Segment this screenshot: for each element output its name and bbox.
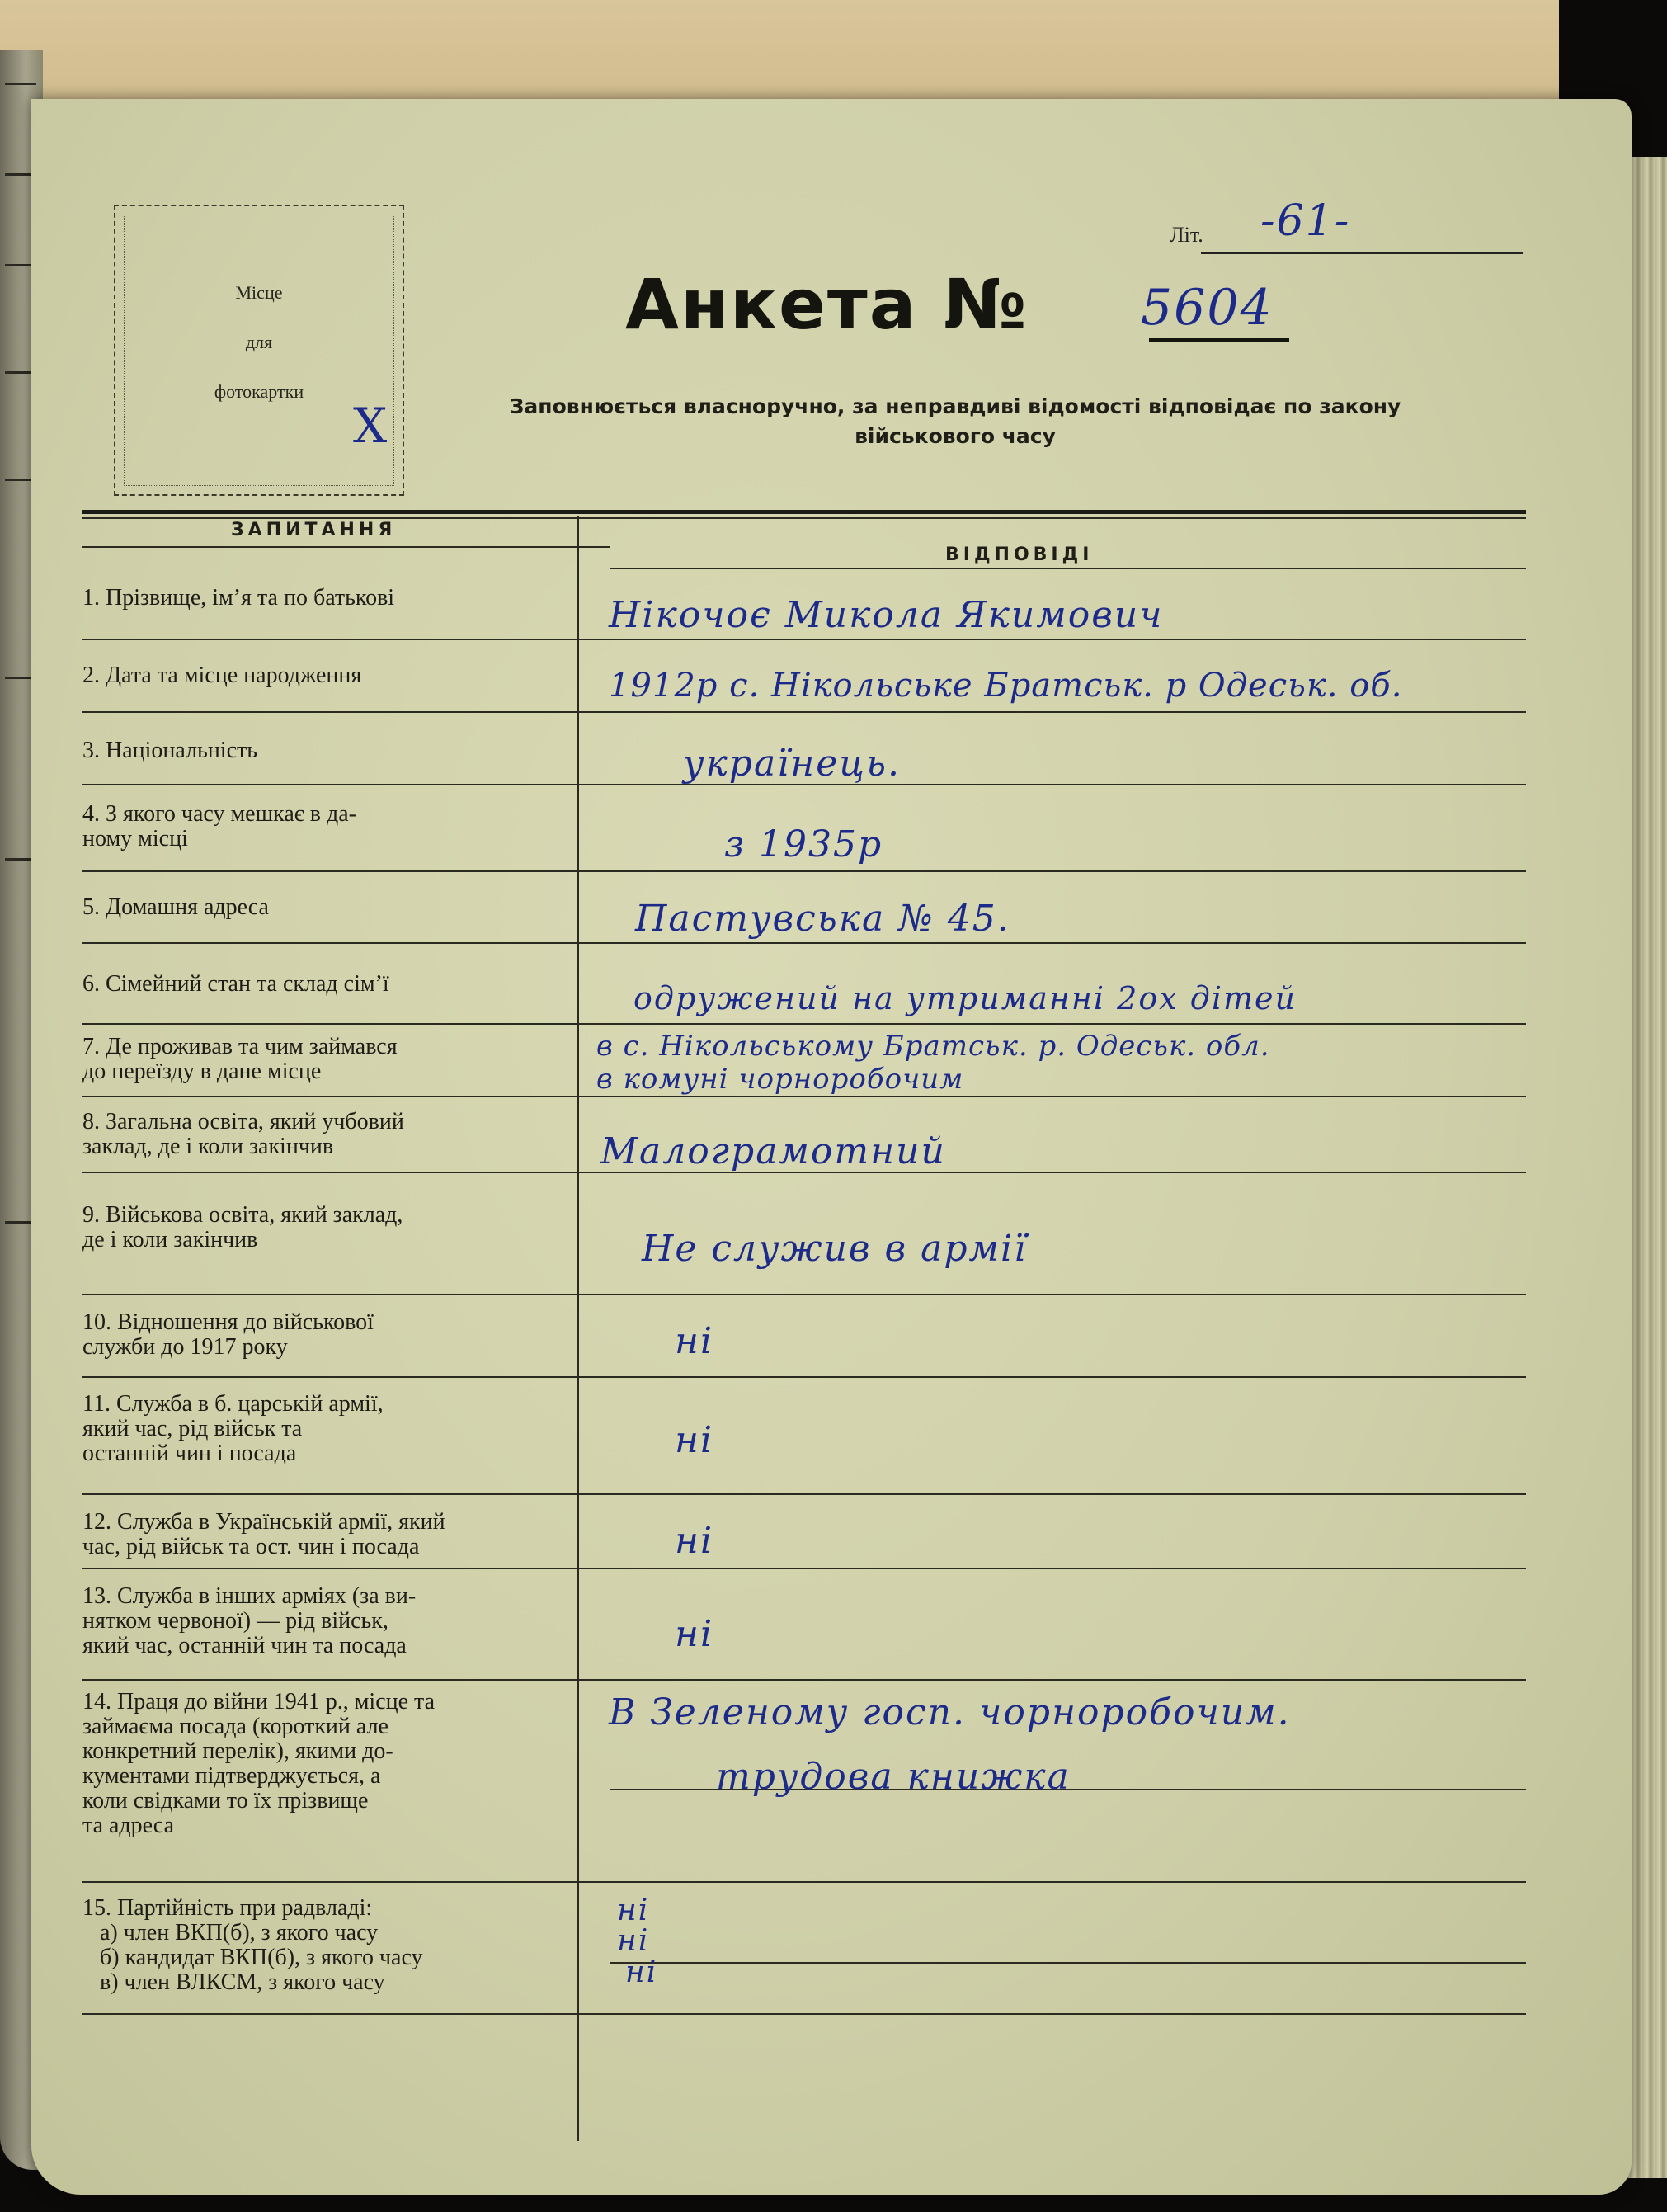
row-rule — [82, 1493, 1526, 1495]
row-rule — [82, 1096, 1526, 1097]
question-13: 13. Служба в інших арміях (за ви- нятком червоної) — рід військ, який час, останній чин та посада — [82, 1583, 417, 1658]
question-10: 10. Відношення до військової служби до 1917 року — [82, 1309, 374, 1360]
photo-label-line3: фотокартки — [214, 381, 304, 402]
answer-15b: ні — [617, 1924, 650, 1958]
sheet-number-value: -61- — [1260, 196, 1351, 246]
photo-handwritten-mark: X — [353, 398, 389, 454]
question-7: 7. Де проживав та чим займався до переїзду в дане місце — [82, 1034, 398, 1084]
question-2: 2. Дата та місце народження — [82, 663, 362, 688]
photo-label-line2: для — [245, 332, 273, 352]
form-subtitle — [419, 392, 1491, 451]
answer-extra-line — [610, 1962, 1526, 1964]
question-15: 15. Партійність при радвладі: а) член ВКП(б), з якого часу б) кандидат ВКП(б), з якого часу в) член ВЛКСМ, з якого часу — [82, 1895, 423, 1995]
row-rule — [82, 1376, 1526, 1378]
answer-2: 1912р с. Нікольське Братськ. р Одеськ. об. — [609, 667, 1403, 705]
header-top-rule-thin — [82, 517, 1526, 519]
row-rule — [82, 1679, 1526, 1681]
sheet-number-label: Літ. — [1170, 223, 1203, 247]
sheet-number-line — [1201, 252, 1523, 254]
answer-14: В Зеленому госп. чорноробочим. — [609, 1691, 1291, 1733]
row-rule — [82, 1881, 1526, 1883]
row-rule — [82, 639, 1526, 640]
question-8: 8. Загальна освіта, який учбовий заклад, де і коли закінчив — [82, 1109, 404, 1159]
photo-label-line1: Місце — [235, 282, 283, 303]
answer-11: ні — [675, 1419, 714, 1461]
row-rule — [82, 1294, 1526, 1295]
question-14: 14. Праця до війни 1941 р., місце та займаєма посада (короткий але конкретний перелік), якими до- кументами підтверджується, а коли свідками то їх прізвище та адреса — [82, 1689, 436, 1838]
question-3: 3. Національність — [82, 738, 258, 763]
question-9: 9. Військова освіта, який заклад, де і коли закінчив — [82, 1202, 403, 1252]
row-rule — [82, 1568, 1526, 1569]
answer-13: ні — [675, 1613, 714, 1655]
subtitle-line2: військового часу — [855, 424, 1056, 448]
answer-3: українець. — [683, 743, 901, 785]
questionnaire-sheet — [31, 99, 1632, 2195]
answer-10: ні — [675, 1320, 714, 1362]
answer-7: в с. Нікольському Братськ. р. Одеськ. обл. — [596, 1030, 1270, 1063]
row-rule — [82, 1023, 1526, 1025]
subtitle-line1: Заповнюється власноручно, за неправдиві відомості відповідає по закону — [509, 394, 1401, 418]
form-title: Анкета № — [625, 264, 1029, 345]
question-12: 12. Служба в Українській армії, який час, рід військ та ост. чин і посада — [82, 1509, 445, 1559]
answer-5: Пастувська № 45. — [635, 898, 1010, 940]
row-rule — [82, 2013, 1526, 2015]
row-rule — [82, 942, 1526, 944]
row-rule — [82, 870, 1526, 872]
answers-column-header: ВІДПОВІДІ — [945, 545, 1094, 565]
answer-15a: ні — [617, 1894, 650, 1927]
answer-15c: ні — [625, 1955, 658, 1989]
question-1: 1. Прізвище, ім’я та по батькові — [82, 585, 395, 611]
header-top-rule — [82, 510, 1526, 514]
answer-1: Нікочоє Микола Якимович — [609, 594, 1164, 636]
answer-9: Не служив в армії — [642, 1228, 1028, 1270]
answer-14-line2: трудова книжка — [716, 1756, 1071, 1798]
answer-8: Малограмотний — [600, 1130, 946, 1172]
answers-head-rule — [610, 568, 1526, 569]
answer-12: ні — [675, 1520, 714, 1562]
row-rule — [82, 711, 1526, 713]
question-5: 5. Домашня адреса — [82, 894, 269, 920]
question-6: 6. Сімейний стан та склад сім’ї — [82, 971, 389, 997]
answer-7-line2: в комуні чорноробочим — [596, 1063, 964, 1096]
questions-column-header: ЗАПИТАННЯ — [231, 520, 397, 540]
question-4: 4. З якого часу мешкає в да- ному місці — [82, 801, 356, 851]
question-11: 11. Служба в б. царській армії, який час, рід військ та останній чин і посада — [82, 1391, 384, 1466]
questions-head-rule — [82, 546, 610, 548]
form-number-line — [1149, 338, 1289, 342]
form-number-value: 5604 — [1141, 279, 1274, 337]
photo-placeholder — [114, 205, 404, 496]
answer-6: одружений на утриманні 2ох дітей — [633, 980, 1297, 1016]
answer-4: з 1935р — [724, 823, 883, 865]
